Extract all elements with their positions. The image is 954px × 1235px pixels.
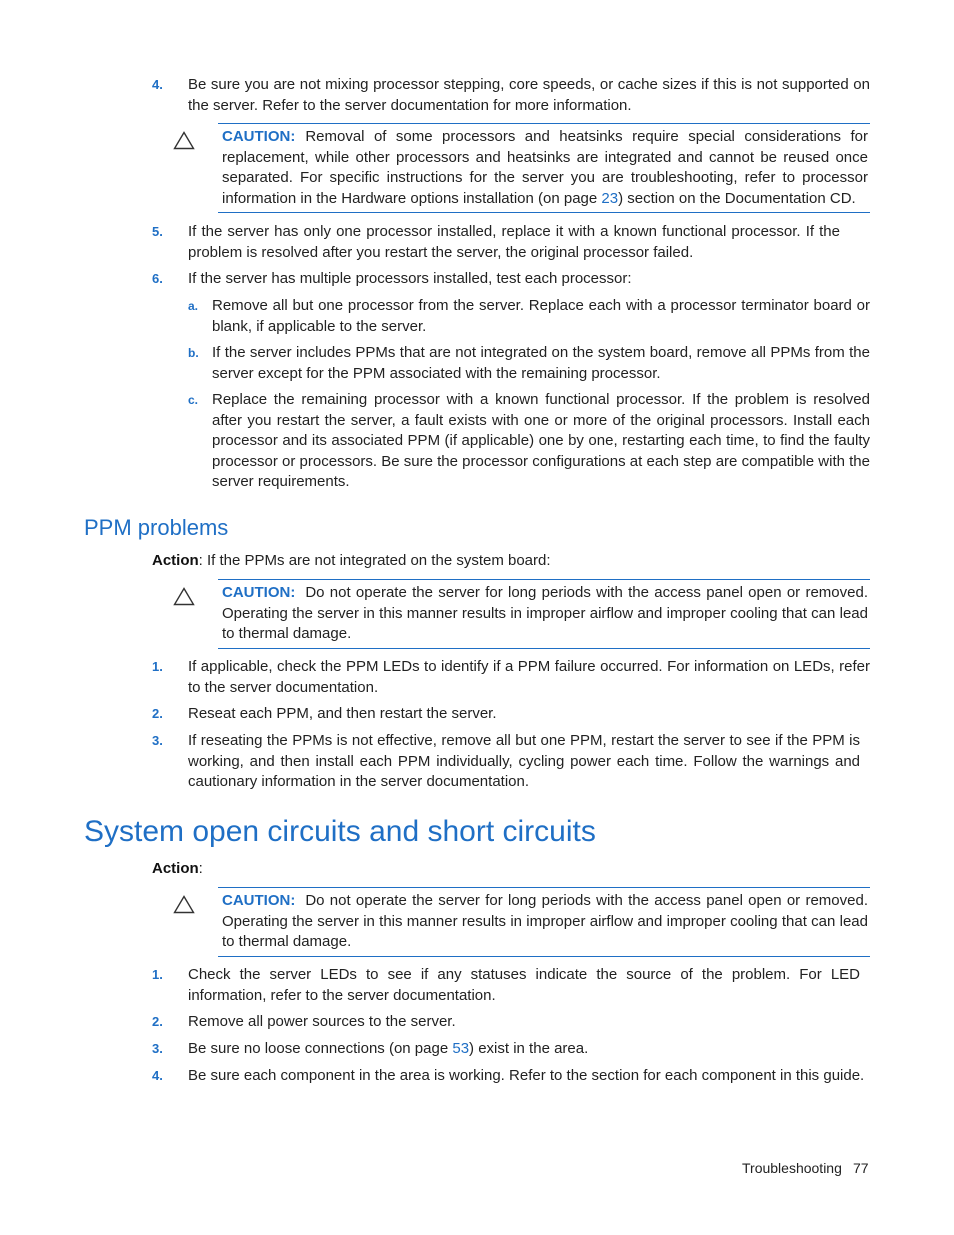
action-label: Action [152,860,199,877]
step-number: 4. [152,77,163,92]
caution-text [222,891,868,953]
caution-body: Removal of some processors and heatsinks require special considerations for replacement, while other processors and heatsinks are integrated and cannot be reused once separated. For specific instructions for the server you are troubleshooting, refer to processor information in the Hardware options installation (on page [222,128,868,207]
step-text: If the server has only one processor installed, replace it with a known functional processor. If the problem is resolved after you restart the server, the original processor failed. [188,223,840,261]
substep-text: If the server includes PPMs that are not integrated on the system board, remove all PPMs from the server except for the PPM associated with the remaining processor. [212,344,870,382]
caution-label: CAUTION: [222,584,296,601]
section-heading-ppm: PPM problems [84,515,229,540]
caution-label: CAUTION: [222,128,296,145]
step-number: 1. [152,967,163,982]
step-text: Check the server LEDs to see if any statuses indicate the source of the problem. For LED information, refer to the server documentation. [188,966,860,1004]
page-number: 77 [853,1160,869,1176]
step-number: 4. [152,1068,163,1083]
step-number: 2. [152,706,163,721]
step-text [188,1039,870,1060]
caution-triangle-icon [173,587,195,606]
step-text: Be sure you are not mixing processor stepping, core speeds, or cache sizes if this is not supported on the server. Refer to the server documentation for more information. [188,76,870,114]
step-number: 2. [152,1014,163,1029]
action-text: : If the PPMs are not integrated on the system board: [198,552,551,569]
step-text: Be sure each component in the area is working. Refer to the section for each component in this guide. [188,1067,865,1084]
caution-text [222,127,868,209]
step-text: Remove all power sources to the server. [188,1013,456,1030]
step-text-end: ) exist in the area. [469,1040,589,1057]
footer-section: Troubleshooting [742,1160,842,1176]
caution-triangle-icon [173,895,195,914]
action-line [152,859,870,880]
step-number: 3. [152,733,163,748]
action-label: Action [152,552,199,569]
caution-body: Do not operate the server for long periods with the access panel open or removed. Operating the server in this manner results in improper airflow and improper cooling that can lead to thermal damage. [222,892,868,951]
step-number: 1. [152,659,163,674]
step-text: Reseat each PPM, and then restart the server. [188,705,497,722]
caution-label: CAUTION: [222,892,296,909]
substep-letter: a. [188,299,199,313]
substep-letter: c. [188,393,199,407]
page-link[interactable]: 53 [452,1040,470,1057]
step-text: If the server has multiple processors installed, test each processor: [188,270,632,287]
step-text: If reseating the PPMs is not effective, remove all but one PPM, restart the server to see if the PPM is working, and then install each PPM individually, cycling power each time. Follow the warnings and cautionary information in the server documentation. [188,732,860,791]
step-number: 5. [152,224,163,239]
action-line [152,551,870,572]
step-number: 3. [152,1041,163,1056]
page-link[interactable]: 23 [601,189,619,207]
caution-body: Do not operate the server for long periods with the access panel open or removed. Operating the server in this manner results in improper airflow and improper cooling that can lead to thermal damage. [222,584,868,643]
section-heading-open-circuits: System open circuits and short circuits [84,815,596,848]
step-number: 6. [152,271,163,286]
action-text: : [198,860,203,877]
step-text-start: Be sure no loose connections (on page [188,1040,453,1057]
substep-text: Remove all but one processor from the server. Replace each with a processor terminator board or blank, if applicable to the server. [212,297,870,335]
substep-text: Replace the remaining processor with a known functional processor. If the problem is resolved after you restart the server, a fault exists with one or more of the original processors. Install each processor and its associated PPM (if applicable) one by one, restarting each time, to find the faulty processor or processors. Be sure the processor configurations at each step are compatible with the server requirements. [212,391,870,491]
caution-triangle-icon [173,131,195,150]
step-text: If applicable, check the PPM LEDs to identify if a PPM failure occurred. For information on LEDs, refer to the server documentation. [188,658,870,696]
caution-text [222,583,868,645]
caution-body-end: ) section on the Documentation CD. [618,189,856,207]
substep-letter: b. [188,346,199,360]
